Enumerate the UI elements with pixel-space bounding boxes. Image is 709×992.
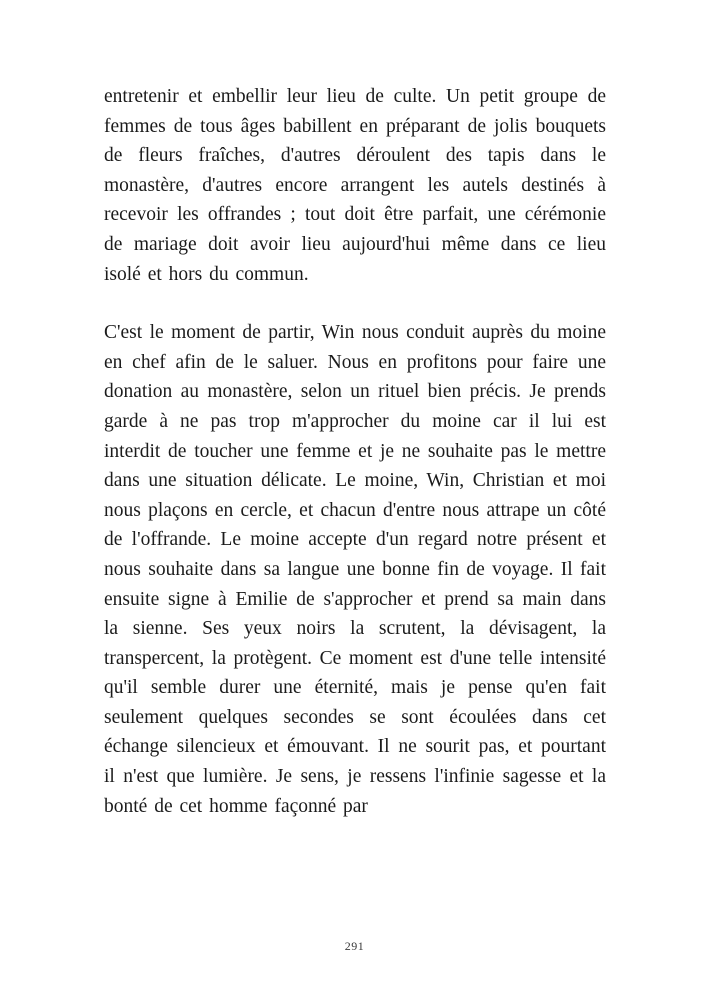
page-number: 291 — [344, 939, 365, 953]
paragraph-1: entretenir et embellir leur lieu de culte. Un petit groupe de femmes de tous âges babillent en préparant de jolis bouquets de fleurs fraîches, d'autres déroulent des tapis dans le monastère, d'autres encore arrangent les autels destinés à recevoir les offrandes ; tout doit être parfait, une cérémonie de mariage doit avoir lieu aujourd'hui même dans ce lieu isolé et hors du commun. — [104, 86, 606, 285]
paragraph-2: C'est le moment de partir, Win nous conduit auprès du moine en chef afin de le saluer. Nous en profitons pour faire une donation au monastère, selon un rituel bien précis. Je prends garde à ne pas trop m'approcher du moine car il lui est interdit de toucher une femme et je ne souhaite pas le mettre dans une situation délicate. Le moine, Win, Christian et moi nous plaçons en cercle, et chacun d'entre nous attrape un côté de l'offrande. Le moine accepte d'un regard notre présent et nous souhaite dans sa langue une bonne fin de voyage. Il fait ensuite signe à Emilie de s'approcher et prend sa main dans la sienne. Ses yeux noirs la scrutent, la dévisagent, la transpercent, la protègent. Ce moment est d'une telle intensité qu'il semble durer une éternité, mais je pense qu'en fait seulement quelques secondes se sont écoulées dans cet échange silencieux et émouvant. Il ne sourit pas, et pourtant il n'est que lumière. Je sens, je ressens l'infinie sagesse et la bonté de cet homme façonné par — [104, 322, 606, 817]
book-page-text — [104, 82, 606, 821]
